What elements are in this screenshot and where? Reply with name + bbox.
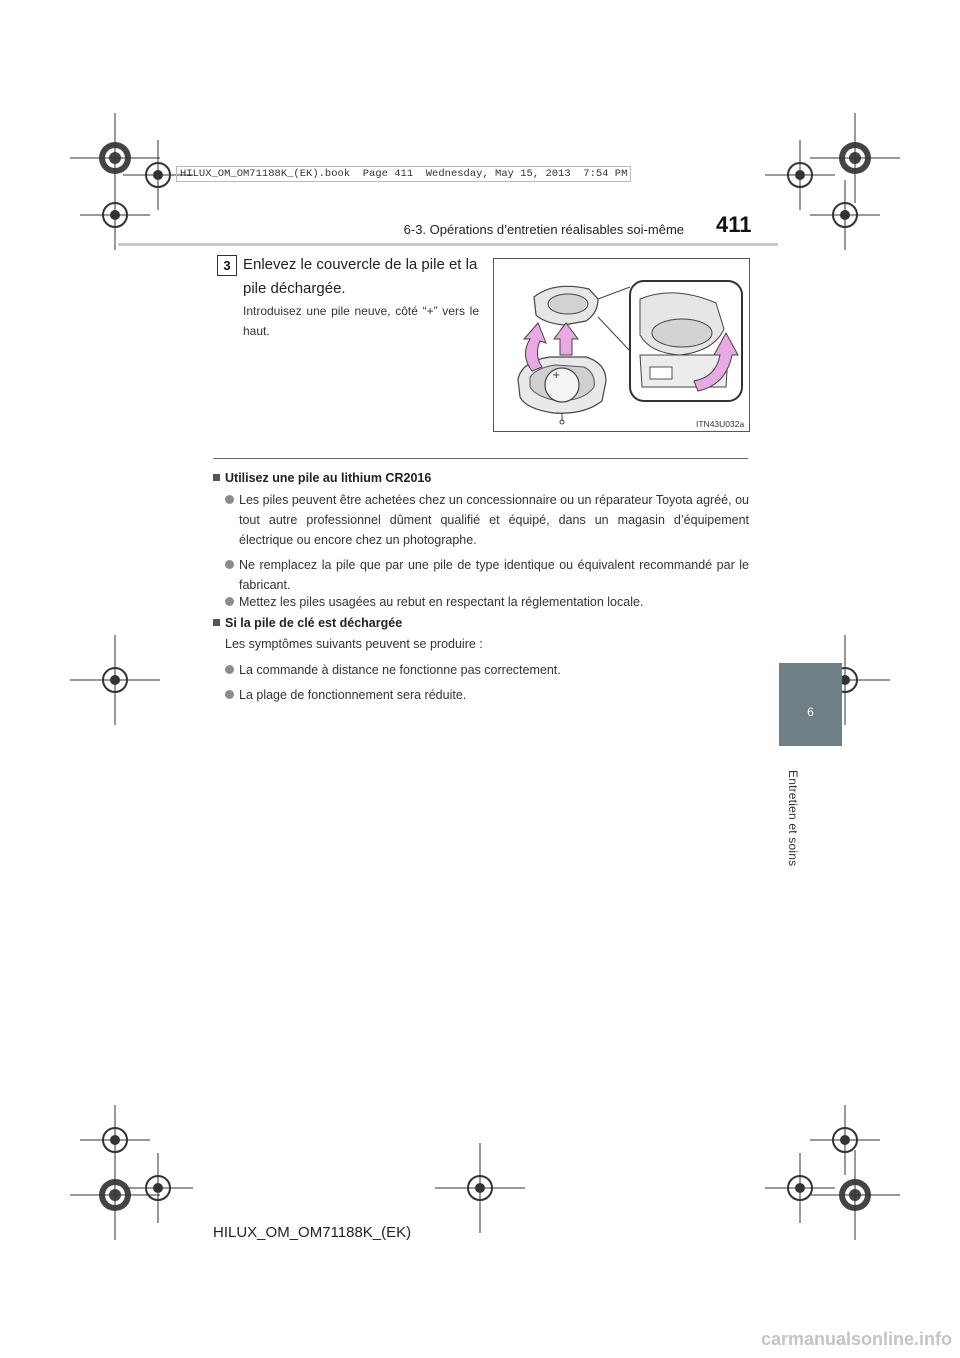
registration-mark-left-mid xyxy=(70,635,160,725)
square-bullet-icon xyxy=(213,619,220,626)
registration-mark-bottom-center xyxy=(435,1143,525,1233)
registration-mark-left-upper xyxy=(70,170,160,260)
section-heading-battery-type: Utilisez une pile au lithium CR2016 xyxy=(213,471,431,485)
list-item: La commande à distance ne fonctionne pas correctement. xyxy=(225,660,749,680)
list-item: La plage de fonctionnement sera réduite. xyxy=(225,685,749,705)
step-title: Enlevez le couvercle de la pile et la pile déchargée. xyxy=(243,256,478,297)
bullet-dot-icon xyxy=(225,597,234,606)
registration-mark-bottom-right xyxy=(810,1150,900,1240)
section-intro: Les symptômes suivants peuvent se produire : xyxy=(225,637,483,651)
chapter-label: Entretien et soins xyxy=(786,770,800,867)
battery-plus-mark: + xyxy=(552,370,561,381)
zoom-detail xyxy=(630,281,742,401)
header-rule xyxy=(118,243,778,246)
document-code: HILUX_OM_OM71188K_(EK) xyxy=(213,1224,412,1241)
lift-arrow-up xyxy=(554,323,578,355)
bullet-dot-icon xyxy=(225,495,234,504)
list-item: Ne remplacez la pile que par une pile de type identique ou équivalent recommandé par le fabricant. xyxy=(225,555,749,595)
step-number-badge: 3 xyxy=(217,255,237,276)
print-job-info: HILUX_OM_OM71188K_(EK).book Page 411 Wednesday, May 15, 2013 7:54 PM xyxy=(176,166,631,182)
page-number: 411 xyxy=(716,212,752,237)
watermark: carmanualsonline.info xyxy=(760,1329,952,1349)
registration-mark-right-upper xyxy=(800,170,890,260)
figure-code: ITN43U032a xyxy=(696,419,745,429)
list-item: Mettez les piles usagées au rebut en respectant la réglementation locale. xyxy=(225,592,749,612)
bullet-dot-icon xyxy=(225,665,234,674)
bullet-dot-icon xyxy=(225,560,234,569)
square-bullet-icon xyxy=(213,474,220,481)
step-description: Introduisez une pile neuve, côté “+” vers le haut. xyxy=(243,304,479,338)
chapter-number: 6 xyxy=(807,705,814,719)
bullet-dot-icon xyxy=(225,690,234,699)
section-separator xyxy=(213,458,748,459)
coin-battery xyxy=(545,368,579,402)
section-heading-battery-low: Si la pile de clé est déchargée xyxy=(213,616,402,630)
battery-replacement-illustration xyxy=(493,258,750,432)
battery-cover xyxy=(534,286,598,325)
list-item: Les piles peuvent être achetées chez un concessionnaire ou un réparateur Toyota agréé, ou tout autre professionnel dûment qualifié et équipé, dans un magasin d’équipement électrique ou encore chez un photographe. xyxy=(225,490,749,550)
registration-mark-bottom-left-2 xyxy=(113,1143,203,1233)
section-title: 6-3. Opérations d’entretien réalisables soi-même xyxy=(403,222,684,237)
key-battery-diagram xyxy=(494,259,749,431)
